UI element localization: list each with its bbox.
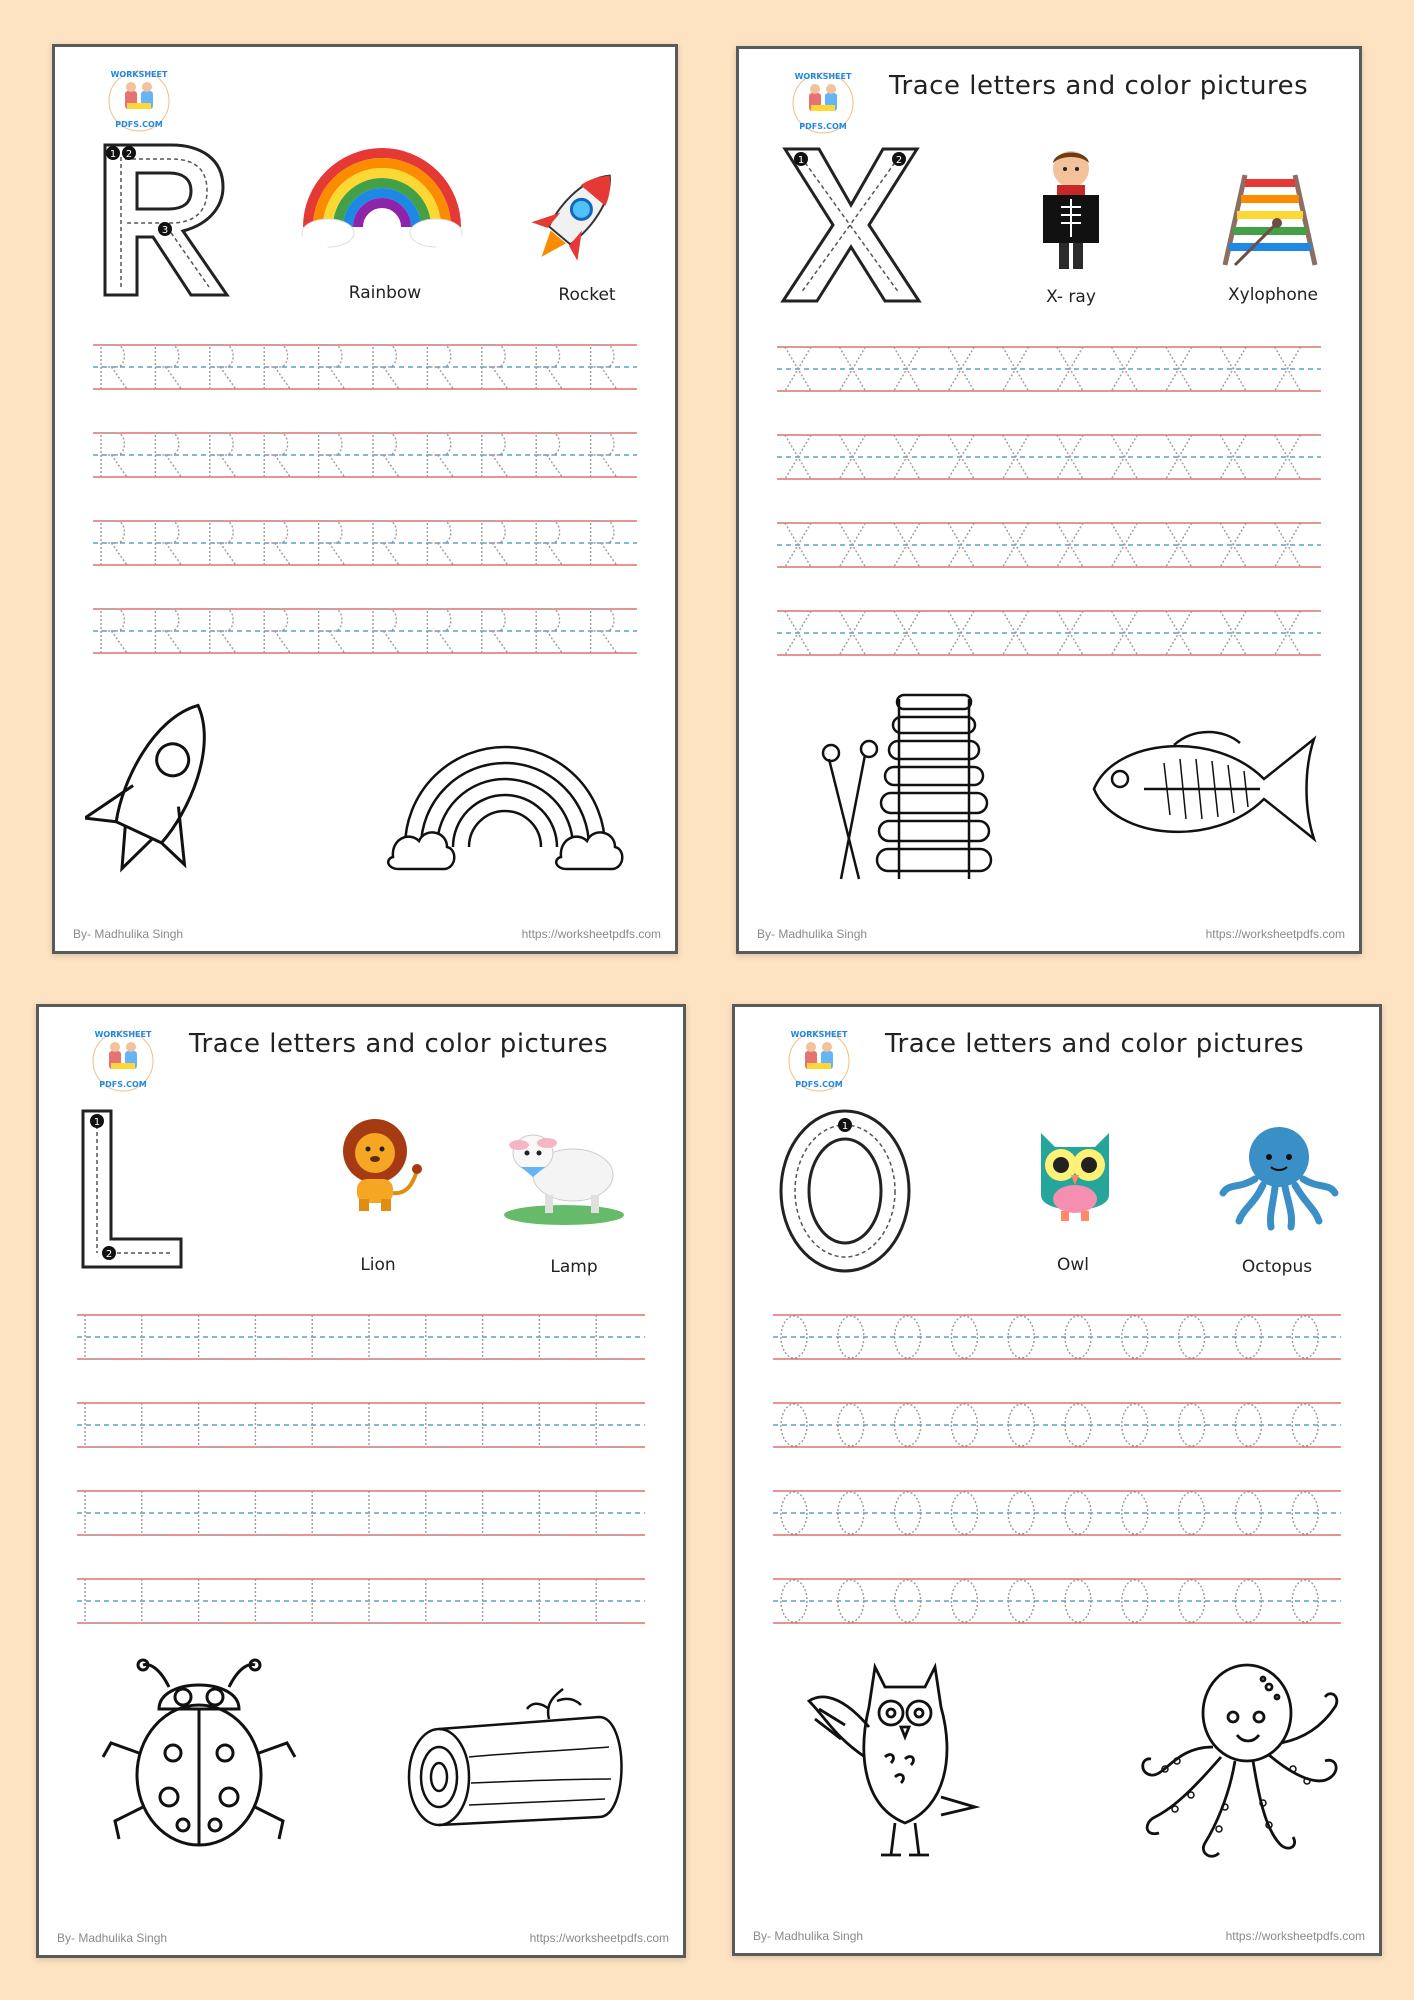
picture-label: Rocket [558, 285, 616, 305]
trace-letter-o-small [1235, 1580, 1261, 1622]
author-credit: By- Madhulika Singh [757, 927, 868, 941]
trace-letter-o-small [838, 1404, 864, 1446]
trace-letter-r-small [373, 521, 399, 565]
trace-letter-x-small [1220, 347, 1246, 391]
trace-letter-o-small [1235, 1316, 1261, 1358]
trace-letter-o-small [895, 1492, 921, 1534]
trace-letter-l-small [199, 1491, 225, 1535]
trace-letter-x-small [1111, 611, 1137, 655]
trace-letter-x-small [1111, 435, 1137, 479]
trace-letter-l-small [539, 1403, 565, 1447]
svg-text:3: 3 [161, 225, 169, 236]
worksheet-x [736, 46, 1362, 954]
trace-letter-l-small [539, 1491, 565, 1535]
picture-label: Lamp [550, 1257, 598, 1277]
trace-letter-r-small [536, 521, 562, 565]
trace-letter-r-small [427, 345, 453, 389]
svg-text:WORKSHEET: WORKSHEET [110, 70, 168, 79]
picture-label: Owl [1056, 1255, 1089, 1275]
trace-letter-l-small [142, 1403, 168, 1447]
trace-letter-r-small [591, 433, 617, 477]
worksheet-l [36, 1004, 686, 1958]
trace-letter-o-small [1065, 1580, 1091, 1622]
svg-text:1: 1 [841, 1121, 849, 1132]
trace-letter-l-small [199, 1579, 225, 1623]
picture-label: Octopus [1241, 1257, 1313, 1277]
trace-letter-o-small [1008, 1580, 1034, 1622]
svg-text:PDFS.COM: PDFS.COM [799, 122, 847, 131]
trace-letter-x [779, 139, 929, 309]
svg-text:PDFS.COM: PDFS.COM [795, 1080, 843, 1089]
trace-letter-l-small [539, 1315, 565, 1359]
trace-letter-o-small [1008, 1316, 1034, 1358]
trace-letter-o-small [895, 1580, 921, 1622]
ladybug-outline [99, 1657, 299, 1857]
website-link[interactable]: https://worksheetpdfs.com [1205, 927, 1345, 941]
author-credit: By- Madhulika Singh [57, 1931, 168, 1945]
trace-letter-r-small [536, 433, 562, 477]
trace-letter-x-small [1275, 611, 1301, 655]
trace-letter-o [775, 1107, 925, 1277]
trace-letter-r-small [536, 609, 562, 653]
lamb-icon [499, 1119, 629, 1229]
picture-label: Rainbow [348, 283, 422, 303]
trace-letter-r-small [591, 521, 617, 565]
trace-letter-o-small [838, 1580, 864, 1622]
trace-letter-l-small [142, 1315, 168, 1359]
trace-letter-x-small [1111, 347, 1137, 391]
trace-letter-l-small [369, 1491, 395, 1535]
website-link[interactable]: https://worksheetpdfs.com [521, 927, 661, 941]
trace-letter-o-small [895, 1316, 921, 1358]
trace-letter-o-small [838, 1316, 864, 1358]
worksheetpdfs-logo [95, 65, 183, 137]
rainbow-icon [300, 147, 465, 257]
xylophone-icon [1215, 165, 1325, 275]
picture-label: X- ray [1046, 287, 1096, 307]
xray-boy-icon [1031, 145, 1111, 275]
trace-letter-r-small [373, 433, 399, 477]
svg-text:PDFS.COM: PDFS.COM [115, 120, 163, 129]
svg-text:1: 1 [93, 1117, 101, 1128]
xylophone-outline [819, 689, 999, 889]
tracing-lines [93, 337, 637, 689]
tracing-lines [77, 1307, 645, 1659]
worksheetpdfs-logo [79, 1025, 167, 1097]
trace-letter-o-small [1008, 1404, 1034, 1446]
sheet-title: Trace letters and color pictures [885, 1029, 1305, 1059]
trace-letter-o-small [895, 1404, 921, 1446]
trace-letter-r-small [373, 345, 399, 389]
octopus-icon [1219, 1123, 1339, 1233]
trace-letter-o-small [1065, 1316, 1091, 1358]
trace-letter-x-small [1220, 435, 1246, 479]
trace-letter-r-small [482, 609, 508, 653]
svg-text:2: 2 [895, 155, 903, 166]
picture-label: Xylophone [1227, 285, 1319, 305]
sheet-title: Trace letters and color pictures [889, 71, 1309, 101]
trace-letter-x-small [1166, 611, 1192, 655]
trace-letter-o-small [1008, 1492, 1034, 1534]
worksheet-o [732, 1004, 1382, 1956]
trace-letter-o-small [838, 1492, 864, 1534]
trace-letter-r-small [427, 521, 453, 565]
svg-text:PDFS.COM: PDFS.COM [99, 1080, 147, 1089]
picture-label: Lion [360, 1255, 396, 1275]
trace-letter-l-small [369, 1403, 395, 1447]
worksheet-r [52, 44, 678, 954]
rocket-outline [85, 687, 235, 887]
author-credit: By- Madhulika Singh [73, 927, 184, 941]
svg-text:WORKSHEET: WORKSHEET [94, 1030, 152, 1039]
trace-letter-l-small [142, 1579, 168, 1623]
owl-icon [1025, 1125, 1125, 1225]
trace-letter-x-small [1166, 523, 1192, 567]
trace-letter-r-small [373, 609, 399, 653]
trace-letter-l-small [312, 1579, 338, 1623]
trace-letter-r-small [482, 345, 508, 389]
trace-letter-r [95, 137, 245, 307]
worksheetpdfs-logo [779, 67, 867, 139]
rainbow-outline [385, 707, 625, 877]
xray-fish-outline [1084, 719, 1334, 859]
worksheetpdfs-logo [775, 1025, 863, 1097]
trace-letter-o-small [1235, 1404, 1261, 1446]
trace-letter-x-small [1275, 347, 1301, 391]
trace-letter-r-small [427, 609, 453, 653]
trace-letter-o-small [1065, 1404, 1091, 1446]
trace-letter-x-small [1220, 523, 1246, 567]
svg-text:2: 2 [105, 1249, 113, 1260]
owl-outline [805, 1647, 995, 1867]
log-outline [399, 1687, 639, 1837]
trace-letter-x-small [1166, 435, 1192, 479]
svg-text:WORKSHEET: WORKSHEET [790, 1030, 848, 1039]
trace-letter-x-small [1111, 523, 1137, 567]
trace-letter-o-small [1065, 1492, 1091, 1534]
trace-letter-x-small [1166, 347, 1192, 391]
trace-letter-r-small [482, 433, 508, 477]
sheet-title: Trace letters and color pictures [189, 1029, 609, 1059]
trace-letter-l-small [312, 1403, 338, 1447]
website-link[interactable]: https://worksheetpdfs.com [529, 1931, 669, 1945]
trace-letter-l-small [142, 1491, 168, 1535]
trace-letter-l-small [539, 1579, 565, 1623]
svg-text:1: 1 [797, 155, 805, 166]
trace-letter-x-small [1275, 435, 1301, 479]
octopus-outline [1135, 1657, 1345, 1867]
trace-letter-r-small [427, 433, 453, 477]
trace-letter-r-small [591, 609, 617, 653]
trace-letter-l [79, 1107, 189, 1277]
trace-letter-x-small [1275, 523, 1301, 567]
rocket-icon [515, 157, 635, 277]
trace-letter-l-small [369, 1579, 395, 1623]
trace-letter-l-small [199, 1403, 225, 1447]
trace-letter-l-small [312, 1491, 338, 1535]
trace-letter-r-small [482, 521, 508, 565]
svg-text:1: 1 [109, 149, 117, 160]
trace-letter-r-small [591, 345, 617, 389]
svg-text:WORKSHEET: WORKSHEET [794, 72, 852, 81]
website-link[interactable]: https://worksheetpdfs.com [1225, 1929, 1365, 1943]
trace-letter-o-small [1235, 1492, 1261, 1534]
tracing-lines [773, 1307, 1341, 1659]
trace-letter-l-small [369, 1315, 395, 1359]
trace-letter-l-small [312, 1315, 338, 1359]
svg-text:2: 2 [125, 149, 133, 160]
trace-letter-r-small [536, 345, 562, 389]
lion-icon [331, 1115, 431, 1215]
trace-letter-l-small [199, 1315, 225, 1359]
trace-letter-x-small [1220, 611, 1246, 655]
author-credit: By- Madhulika Singh [753, 1929, 864, 1943]
tracing-lines [777, 339, 1321, 691]
